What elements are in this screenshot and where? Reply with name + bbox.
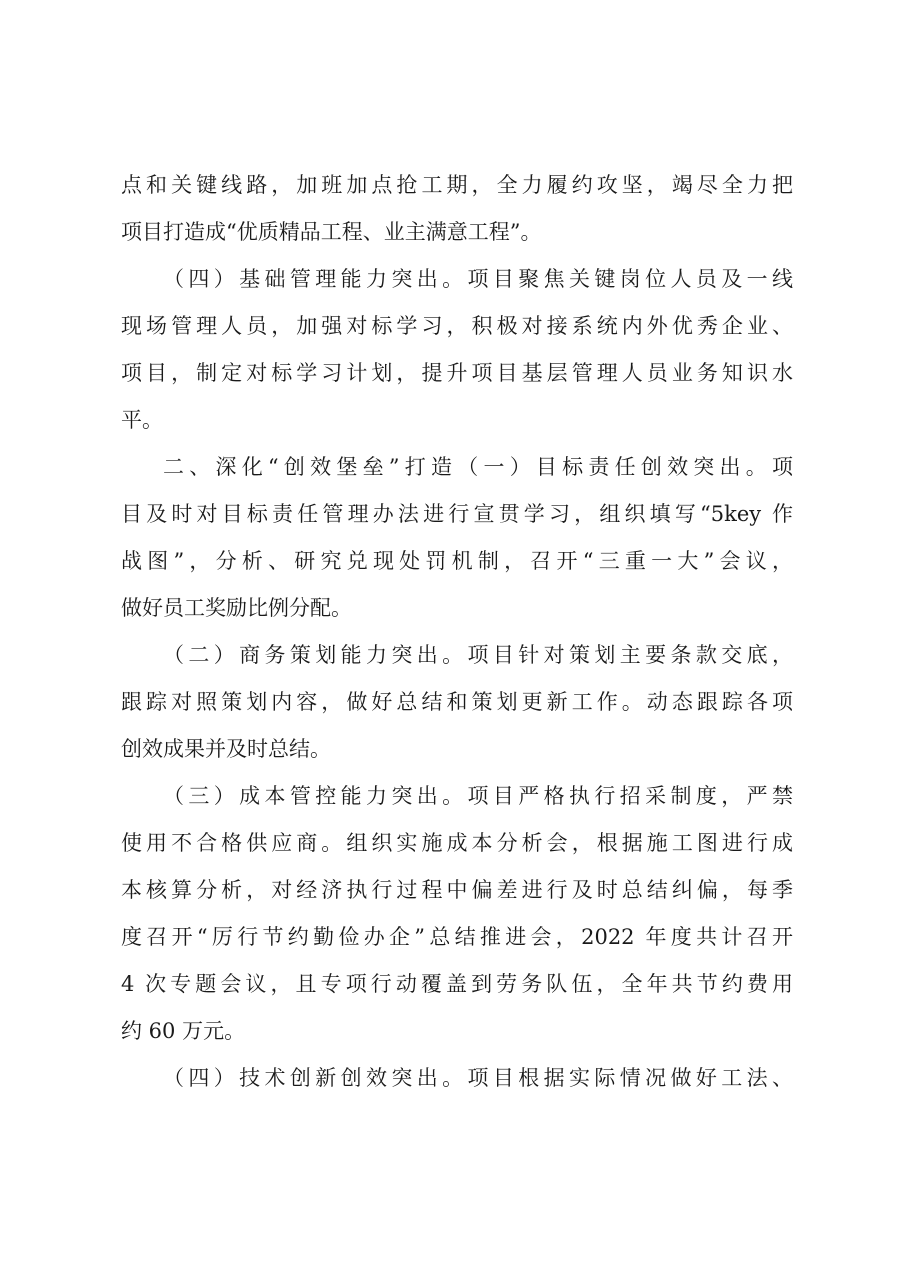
text-line: 4 次专题会议，且专项行动覆盖到劳务队伍，全年共节约费用 bbox=[121, 972, 793, 996]
text-line: 战图”，分析、研究兑现处罚机制，召开“三重一大”会议， bbox=[121, 549, 793, 573]
text-line: （四）技术创新创效突出。项目根据实际情况做好工法、 bbox=[163, 1066, 793, 1090]
text-line: 平。 bbox=[121, 408, 163, 432]
text-line: 项目，制定对标学习计划，提升项目基层管理人员业务知识水 bbox=[121, 361, 793, 385]
paragraph bbox=[121, 162, 793, 256]
paragraph bbox=[121, 1055, 793, 1102]
paragraph bbox=[121, 773, 793, 1055]
text-line: 现场管理人员，加强对标学习，积极对接系统内外优秀企业、 bbox=[121, 314, 793, 338]
text-line: 目及时对目标责任管理办法进行宣贯学习，组织填写“5key 作 bbox=[121, 502, 793, 526]
text-line: 点和关键线路，加班加点抢工期，全力履约攻坚，竭尽全力把 bbox=[121, 173, 793, 197]
text-line: 创效成果并及时总结。 bbox=[121, 737, 331, 761]
text-line: （三）成本管控能力突出。项目严格执行招采制度，严禁 bbox=[163, 784, 793, 808]
paragraph bbox=[121, 256, 793, 444]
text-line: （二）商务策划能力突出。项目针对策划主要条款交底， bbox=[163, 643, 793, 667]
text-line: 度召开“厉行节约勤俭办企”总结推进会，2022 年度共计召开 bbox=[121, 925, 793, 949]
document-body bbox=[121, 162, 793, 1102]
text-line: （四）基础管理能力突出。项目聚焦关键岗位人员及一线 bbox=[163, 267, 793, 291]
text-line: 跟踪对照策划内容，做好总结和策划更新工作。动态跟踪各项 bbox=[121, 690, 793, 714]
text-line: 做好员工奖励比例分配。 bbox=[121, 596, 352, 620]
text-line: 二、深化“创效堡垒”打造（一）目标责任创效突出。项 bbox=[163, 455, 793, 479]
text-line: 约 60 万元。 bbox=[121, 1019, 246, 1043]
text-line: 使用不合格供应商。组织实施成本分析会，根据施工图进行成 bbox=[121, 831, 793, 855]
paragraph bbox=[121, 444, 793, 632]
text-line: 本核算分析，对经济执行过程中偏差进行及时总结纠偏，每季 bbox=[121, 878, 793, 902]
paragraph bbox=[121, 632, 793, 773]
text-line: 项目打造成“优质精品工程、业主满意工程”。 bbox=[121, 220, 542, 244]
